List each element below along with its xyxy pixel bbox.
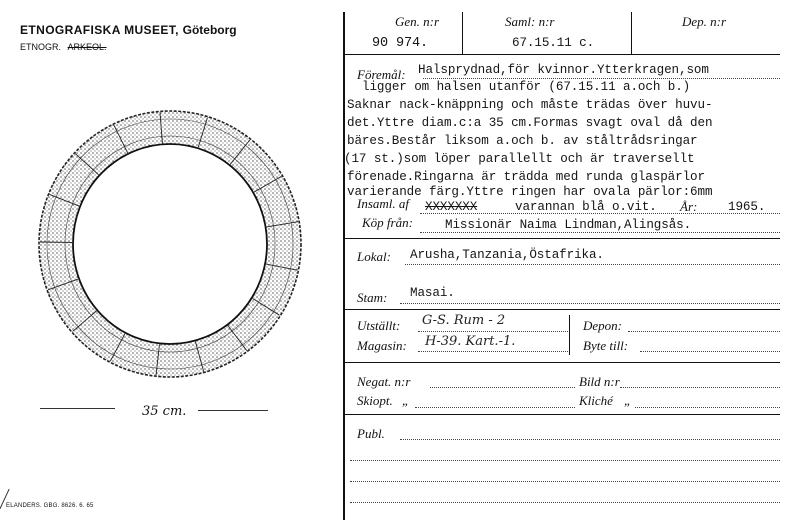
section-rule-3: [343, 362, 780, 363]
ar-label: År:: [680, 199, 698, 214]
dep-nr-label: Dep. n:r: [682, 14, 727, 29]
publ-rule-4: [350, 502, 780, 503]
depon-label: Depon:: [583, 318, 622, 333]
publ-label: Publ.: [357, 426, 385, 441]
publ-rule-2: [350, 460, 780, 461]
museum-name: [20, 23, 237, 37]
skiopt-ditto: „: [402, 393, 410, 408]
foremal-line-7: förenade.Ringarna är trädda med runda glaspärlor: [347, 170, 705, 184]
insaml-label: Insaml. af: [357, 196, 409, 211]
lokal-rule: [405, 264, 780, 265]
insaml-struck: XXXXXXX: [425, 200, 478, 214]
storage-divider: [569, 315, 570, 355]
museum-city: Göteborg: [182, 23, 237, 37]
magasin-rule: [418, 351, 568, 352]
negat-label: Negat. n:r: [357, 374, 411, 389]
stam-label: Stam:: [357, 290, 388, 305]
publ-rule-1: [400, 439, 780, 440]
dimension-line-left: [40, 408, 115, 409]
lokal-value: Arusha,Tanzania,Östafrika.: [410, 248, 604, 262]
kop-rule: [420, 232, 780, 233]
card-divider: [343, 12, 345, 520]
stam-value: Masai.: [410, 286, 455, 300]
section-rule-2: [343, 309, 780, 310]
kop-fran-label: Köp från:: [362, 215, 413, 230]
utstallt-rule: [418, 331, 568, 332]
header-bottom-rule: [343, 54, 780, 55]
utstallt-label: Utställt:: [357, 318, 401, 333]
department-line: [20, 42, 107, 52]
cliche-ditto: „: [624, 393, 632, 408]
negat-rule: [430, 387, 575, 388]
header-divider-2: [631, 12, 632, 54]
foremal-line-8: varierande färg.Yttre ringen har ovala pärlor:6mm: [347, 185, 713, 199]
saml-nr-value: 67.15.11 c.: [512, 36, 595, 50]
insaml-rule: [420, 213, 780, 214]
foremal-line-2: ligger om halsen utanför (67.15.11 a.och b.): [362, 80, 691, 94]
byte-till-label: Byte till:: [583, 338, 629, 353]
kop-fran-value: Missionär Naima Lindman,Alingsås.: [445, 218, 692, 232]
foremal-line-3: Saknar nack-knäppning och måste trädas över huvu-: [347, 98, 713, 112]
header-divider-1: [462, 12, 463, 54]
foremal-line-1: Halsprydnad,för kvinnor.Ytterkragen,som: [418, 63, 709, 77]
saml-nr-label: Saml: n:r: [505, 14, 555, 29]
foremal-line-6: (17 st.)som löper parallellt och är traversellt: [344, 152, 695, 166]
bild-rule: [620, 387, 780, 388]
byte-rule: [640, 351, 780, 352]
skiopt-rule: [415, 407, 575, 408]
depon-rule: [628, 331, 780, 332]
section-rule-4: [343, 414, 780, 415]
gen-nr-label: Gen. n:r: [395, 14, 440, 29]
magasin-label: Magasin:: [357, 338, 407, 353]
section-rule-1: [343, 238, 780, 239]
department-label: ETNOGR.: [20, 42, 62, 52]
foremal-label: Föremål:: [357, 67, 406, 82]
dimension-label: 35 cm.: [142, 404, 187, 419]
museum-title: ETNOGRAFISKA MUSEET,: [20, 23, 179, 37]
printer-imprint: ELANDERS. GBG. 8626. 6. 65: [6, 503, 94, 509]
bild-label: Bild n:r: [579, 374, 620, 389]
foremal-rule: [423, 78, 780, 79]
lokal-label: Lokal:: [357, 249, 391, 264]
gen-nr-value: 90 974.: [372, 36, 429, 51]
foremal-line-5: bäres.Består liksom a.och b. av ståltrådsringar: [347, 134, 698, 148]
dimension-line-right: [198, 410, 268, 411]
magasin-value: H-39. Kart.-1.: [425, 334, 516, 349]
cliche-label: Kliché: [579, 393, 613, 408]
insaml-overlap: varannan blå o.vit.: [515, 200, 657, 214]
necklace-drawing: [20, 100, 320, 395]
publ-rule-3: [350, 481, 780, 482]
cliche-rule: [635, 407, 780, 408]
foremal-line-4: det.Yttre diam.c:a 35 cm.Formas svagt oval då den: [347, 116, 713, 130]
department-struck: ARKEOL.: [67, 42, 107, 52]
utstallt-value: G-S. Rum - 2: [422, 313, 506, 328]
ar-value: 1965.: [728, 200, 766, 214]
stam-rule: [400, 303, 780, 304]
skiopt-label: Skiopt.: [357, 393, 393, 408]
